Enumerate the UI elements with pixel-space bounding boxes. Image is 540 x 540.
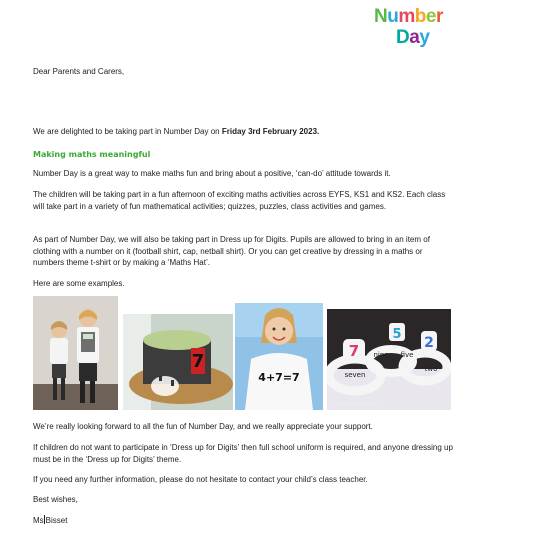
intro-paragraph [33,126,453,138]
number-day-logo [374,6,456,54]
hat-number-7: 7 [348,342,360,360]
photo-credit: © Seventh of Learning [331,403,383,408]
paragraph-4: We’re really looking forward to all the fun of Number Day, and we really appreciate your support. [33,422,373,431]
hat-number-2: 2 [424,335,434,351]
signoff: Best wishes, [33,495,78,504]
paragraph-3: As part of Number Day, we will also be taking part in Dress up for Digits. Pupils are allowed to bring in an item of clothing with a number on it (football shirt, cap, netball shirt). Or you can get creative by dressing in a maths or numbers theme t-shirt or by making a ‘Maths Hat’. [33,235,430,267]
logo-line-1: Number [374,6,443,27]
photo-children-number-shirts [33,296,118,410]
hat-word-two: two [424,365,438,373]
photo-child-sum-shirt [235,303,323,410]
photo-maths-hat [123,314,233,410]
paragraph-1: Number Day is a great way to make maths fun and bring about a positive, ‘can-do’ attitude towards it. [33,169,391,178]
hat-word-five: five [400,351,414,359]
hat-word-nine: nine [373,351,389,359]
intro-text: We are delighted to be taking part in Number Day on [33,127,222,136]
paragraph-2: The children will be taking part in a fun afternoon of exciting maths activities across EYFS, KS1 and KS2. Each class will take part in a variety of fun mathematical activities; quizzes, puzzles, class activities and games. [33,190,446,211]
paragraph-6: If you need any further information, please do not hesitate to contact your child’s class teacher. [33,475,368,484]
shirt-sum-text: 4+7=7 [258,371,300,384]
section-heading: Making maths meaningful [33,150,151,159]
photo-paper-number-hats [327,309,451,410]
hat-number-seven: 7 [191,351,205,372]
signature-title: Ms [33,516,44,525]
examples-line: Here are some examples. [33,279,125,288]
hat-number-5: 5 [392,327,402,342]
signature [33,515,453,527]
event-date: Friday 3rd February 2023. [221,127,320,136]
greeting: Dear Parents and Carers, [33,67,125,76]
logo-line-2: Day [396,27,430,48]
hat-word-seven: seven [344,371,366,379]
paragraph-5: If children do not want to participate in ‘Dress up for Digits’ then full school uniform is required, and anyone dressing up must be in the ‘Dress up for Digits’ theme. [33,443,453,464]
signature-name: Bisset [45,516,68,525]
